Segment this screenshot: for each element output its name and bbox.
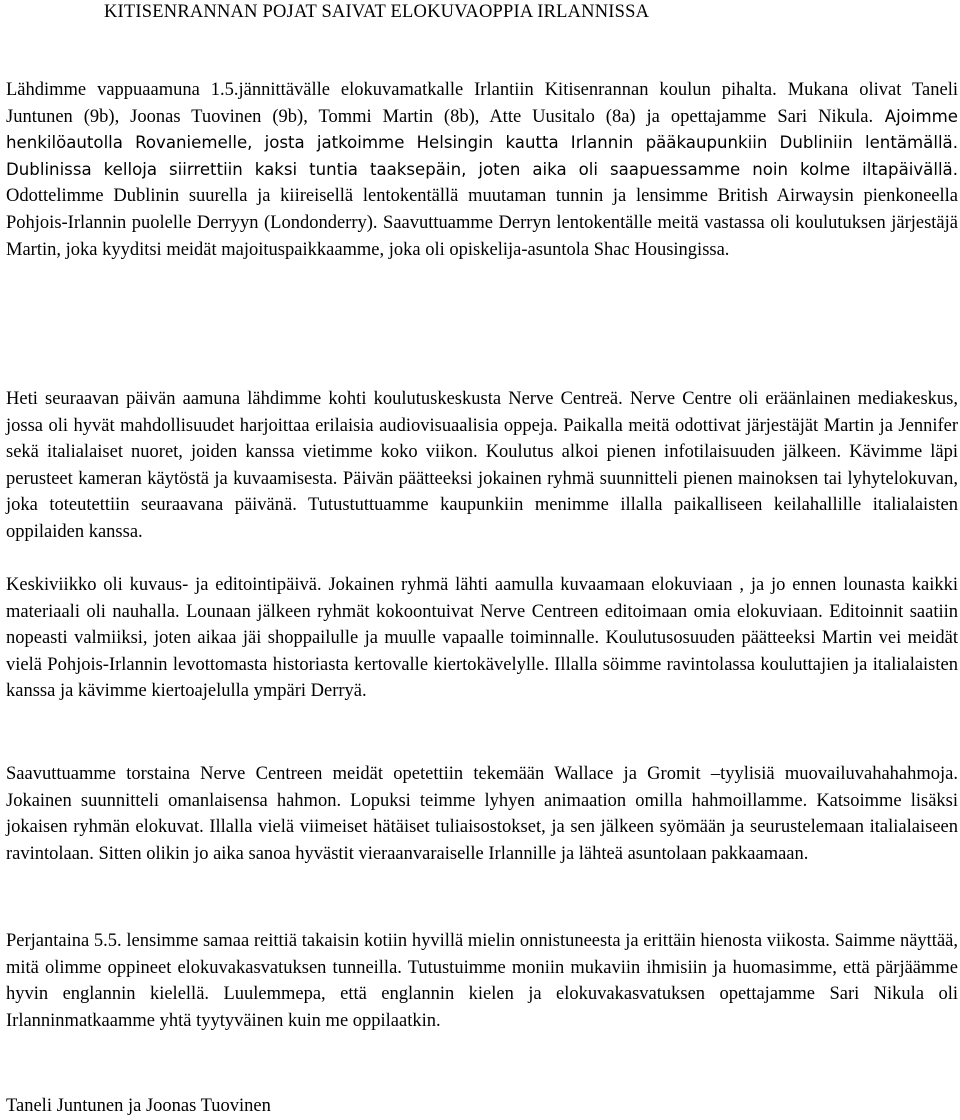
paragraph-wednesday: Keskiviikko oli kuvaus- ja editointipäivä. Jokainen ryhmä lähti aamulla kuvaamaan elokuviaan , ja jo ennen lounasta kaikki materiaali oli nauhalla. Lounaan jälkeen ryhmät kokoontuivat Nerve Centreen editoimaan omia elokuviaan. Editoinnit saatiin nopeasti valmiiksi, joten aikaa jäi shoppailulle ja muulle vapaalle toiminnalle. Koulutusosuuden päätteeksi Martin vei meidät vielä Pohjois-Irlannin levottomasta historiasta kertovalle kiertokävelylle. Illalla söimme ravintolassa kouluttajien ja italialaisten kanssa ja kävimme kiertoajelulla ympäri Derryä. bbox=[6, 575, 958, 702]
paragraph-departure-intro: Lähdimme vappuaamuna 1.5.jännittävälle elokuvamatkalle Irlantiin Kitisenrannan koulun pihalta. Mukana olivat Taneli Juntunen (9b), Joonas Tuovinen (9b), Tommi Martin (8b), Atte Uusitalo (8a) ja opettajamme Sari Nikula. bbox=[6, 80, 958, 127]
paragraph-departure bbox=[6, 77, 958, 263]
paragraph-friday: Perjantaina 5.5. lensimme samaa reittiä takaisin kotiin hyvillä mielin onnistuneesta ja erittäin hienosta viikosta. Saimme näyttää, mitä olimme oppineet elokuvakasvatuksen tunneilla. Tutustuimme moniin mukaviin ihmisiin ja huomasimme, että pärjäämme hyvin englannin kielellä. Luulemmepa, että englannin kielen ja elokuvakasvatuksen opettajamme Sari Nikula oli Irlanninmatkaamme yhtä tyytyväinen kuin me oppilaatkin. bbox=[6, 931, 958, 1031]
paragraph-departure-derry: Odottelimme Dublinin suurella ja kiireisellä lentokentällä muutaman tunnin ja lensimme British Airwaysin pienkoneella Pohjois-Irlannin puolelle Derryyn (Londonderry). bbox=[6, 186, 958, 233]
signature: Taneli Juntunen ja Joonas Tuovinen bbox=[6, 1096, 271, 1116]
paragraph-thursday: Saavuttuamme torstaina Nerve Centreen meidät opetettiin tekemään Wallace ja Gromit –tyylisiä muovailuvahahahmoja. Jokainen suunnitteli omanlaisensa hahmon. Lopuksi teimme lyhyen animaation omilla hahmoillamme. Katsoimme lisäksi jokaisen ryhmän elokuvat. Illalla vielä viimeiset hätäiset tuliaisostokset, ja sen jälkeen syömään ja seurustelemaan italialaiseen ravintolaan. Sitten olikin jo aika sanoa hyvästit vieraanvaraiselle Irlannille ja lähteä asuntolaan pakkaamaan. bbox=[6, 764, 958, 864]
document-title: KITISENRANNAN POJAT SAIVAT ELOKUVAOPPIA IRLANNISSA bbox=[104, 2, 650, 22]
paragraph-nerve-centre: Heti seuraavan päivän aamuna lähdimme kohti koulutuskeskusta Nerve Centreä. Nerve Centre oli eräänlainen mediakeskus, jossa oli hyvät mahdollisuudet harjoittaa erilaisia audiovisuaalisia oppeja. Paikalla meitä odottivat järjestäjät Martin ja Jennifer sekä italialaiset nuoret, joiden kanssa vietimme koko viikon. Koulutus alkoi pienen infotilaisuuden jälkeen. Kävimme läpi perusteet kameran käytöstä ja kuvaamisesta. Päivän päätteeksi jokainen ryhmä suunnitteli pienen mainoksen tai lyhytelokuvan, joka toteutettiin seuraavana päivänä. Tutustuttuamme kaupunkiin menimme illalla paikalliseen keilahallille italialaisten oppilaiden kanssa. bbox=[6, 389, 958, 542]
document-page bbox=[6, 0, 958, 1116]
paragraph-departure-arrival: Saavuttuamme Derryn lentokentälle meitä vastassa oli koulutuksen järjestäjä Martin, joka kyyditsi meidät majoituspaikkaamme, joka oli opiskelija-asuntola Shac Housingissa. bbox=[6, 212, 958, 260]
paragraph-departure-travel: Ajoimme henkilöautolla Rovaniemelle, josta jatkoimme Helsingin kautta Irlannin pääkaupunkiin Dubliniin lentämällä. Dublinissa kelloja siirrettiin kaksi tuntia taaksepäin, joten aika oli saapuessamme noin kolme iltapäivällä. bbox=[6, 106, 958, 179]
